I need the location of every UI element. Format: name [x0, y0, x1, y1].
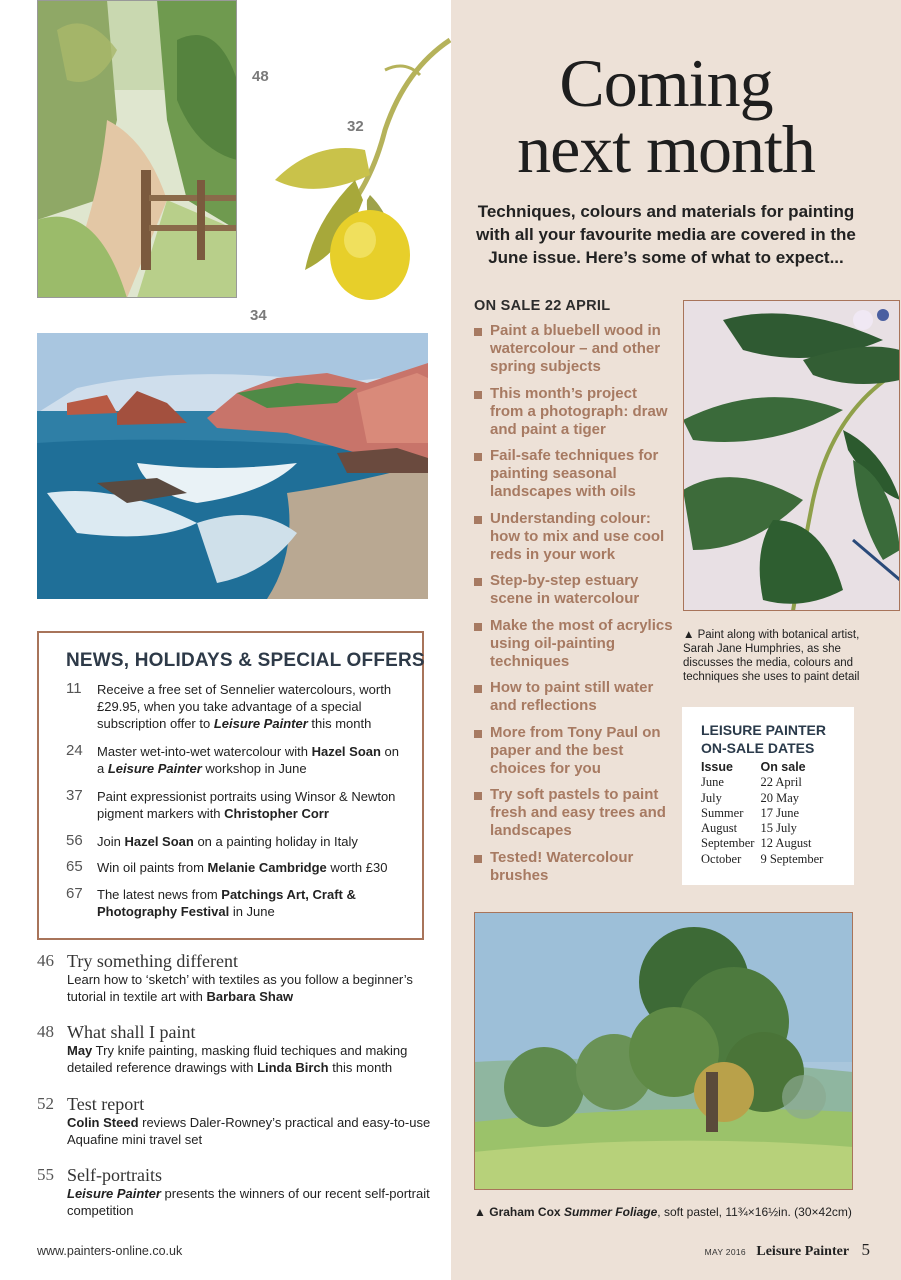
news-bold: Hazel Soan: [124, 834, 194, 849]
table-cell: 15 July: [760, 821, 797, 836]
list-item-text: This month’s project from a photograph: draw and paint a tiger: [490, 384, 668, 438]
news-text-end: on a painting holiday in Italy: [193, 834, 358, 849]
news-page-number: 65: [66, 858, 83, 875]
tree-caption: [474, 1205, 854, 1219]
coming-list: [474, 322, 674, 893]
news-bold: Patchings Art, Craft & Photography Festival: [97, 887, 356, 919]
news-item: [66, 788, 406, 822]
table-cell: 9 September: [760, 851, 824, 866]
list-item-text: Tested! Watercolour brushes: [490, 848, 634, 884]
news-bold: Christopher Corr: [224, 806, 329, 821]
list-item: [474, 679, 674, 715]
news-item: [66, 886, 406, 920]
table-cell: 22 April: [760, 775, 802, 790]
news-item: [66, 743, 406, 777]
feature-bold-lead: Colin Steed: [67, 1115, 139, 1130]
list-item: [474, 724, 674, 778]
footer-page-number: 5: [861, 1240, 870, 1259]
news-page-number: 11: [66, 680, 82, 697]
footer-date: MAY 2016: [704, 1247, 746, 1257]
news-text: Join: [97, 834, 125, 849]
list-item-text: How to paint still water and reflections: [490, 679, 654, 714]
news-text: The latest news from: [97, 887, 222, 902]
table-cell: October: [701, 851, 742, 866]
feature-title: Self-portraits: [67, 1165, 162, 1185]
feature-page-number: 55: [37, 1165, 54, 1184]
news-title: NEWS, HOLIDAYS & SPECIAL OFFERS: [66, 650, 425, 671]
table-row: [701, 852, 829, 867]
landscape-painting: [37, 0, 237, 298]
list-item-text: Try soft pastels to paint fresh and easy trees and landscapes: [490, 786, 666, 839]
table-cell: June: [701, 775, 724, 790]
news-text: Master wet-into-wet watercolour with: [97, 744, 312, 759]
bullet-square-icon: [474, 730, 482, 738]
botanical-painting: [683, 300, 900, 611]
bullet-square-icon: [474, 328, 482, 336]
news-text-end: workshop in June: [201, 761, 307, 776]
table-cell: 20 May: [760, 790, 800, 805]
seascape-painting: [37, 333, 428, 599]
list-item-text: Make the most of acrylics using oil-painting techniques: [490, 616, 673, 670]
table-cell: 12 August: [760, 836, 812, 851]
news-item: [66, 833, 406, 850]
bullet-square-icon: [474, 685, 482, 693]
news-bold: Melanie Cambridge: [207, 860, 327, 875]
feature-text: presents the winners of our recent self-portrait competition: [67, 1186, 430, 1218]
footer-brand: Leisure Painter: [756, 1244, 850, 1259]
tree-caption-artist: Graham Cox: [489, 1205, 561, 1219]
news-text: Paint expressionist portraits using Winsor & Newton pigment markers with: [97, 789, 396, 821]
botanical-caption-text: Paint along with botanical artist, Sarah Jane Humphries, as she discusses the media, colours and techniques she uses to paint detail: [683, 629, 860, 683]
news-text: Receive a free set of Sennelier watercolours, worth £29.95, when you take advantage of a special subscription offer to: [97, 682, 392, 731]
bullet-square-icon: [474, 516, 482, 524]
tree-painting: [474, 912, 853, 1190]
news-bold: Leisure Painter: [213, 716, 308, 731]
table-cell: Summer: [701, 805, 744, 820]
table-header: On sale: [760, 760, 806, 774]
feature-item: [37, 951, 437, 1005]
feature-item: [37, 1022, 437, 1076]
page-ref-seascape: 34: [250, 307, 267, 324]
headline-line-2: next month: [517, 111, 815, 187]
table-header-row: [701, 760, 829, 775]
tree-caption-title: Summer Foliage: [563, 1205, 658, 1219]
bullet-square-icon: [474, 855, 482, 863]
on-sale-dates-table: [701, 760, 829, 867]
feature-bold: Linda Birch: [257, 1060, 329, 1075]
news-text-end: this month: [307, 716, 372, 731]
table-header: Issue: [701, 760, 733, 774]
feature-text: reviews Daler-Rowney’s practical and easy-to-use Aquafine mini travel set: [67, 1115, 431, 1147]
bullet-square-icon: [474, 453, 482, 461]
news-page-number: 56: [66, 832, 83, 849]
lemon-painting: [255, 30, 455, 310]
bullet-square-icon: [474, 391, 482, 399]
list-item-text: Understanding colour: how to mix and use cool reds in your work: [490, 509, 665, 563]
feature-title: What shall I paint: [67, 1022, 196, 1042]
feature-text: Try knife painting, masking fluid techiques and making detailed reference drawings with: [67, 1043, 408, 1075]
table-row: [701, 775, 829, 790]
news-text-mid: on a: [97, 744, 400, 776]
list-item-text: Fail-safe techniques for painting seasonal landscapes with oils: [490, 447, 659, 500]
list-item: [474, 447, 674, 501]
feature-page-number: 52: [37, 1094, 54, 1113]
table-cell: August: [701, 821, 738, 836]
feature-title: Try something different: [67, 951, 238, 971]
bullet-square-icon: [474, 623, 482, 631]
caption-triangle-icon: ▲: [474, 1205, 486, 1219]
caption-triangle-icon: ▲: [683, 629, 695, 641]
feature-page-number: 48: [37, 1022, 54, 1041]
table-row: [701, 791, 829, 806]
table-row: [701, 821, 829, 836]
news-text-end: in June: [229, 904, 275, 919]
footer-folio: [700, 1240, 870, 1260]
news-item: [66, 859, 406, 876]
page-ref-landscape: 48: [252, 68, 269, 85]
news-bold: Hazel Soan: [311, 744, 381, 759]
bullet-square-icon: [474, 792, 482, 800]
feature-bold-lead: May: [67, 1043, 93, 1058]
on-sale-dates-title: LEISURE PAINTER ON-SALE DATES: [701, 722, 826, 756]
feature-bold-lead: Leisure Painter: [67, 1186, 161, 1201]
feature-item: [37, 1165, 437, 1219]
list-item-text: Paint a bluebell wood in watercolour – and other spring subjects: [490, 322, 661, 375]
list-item: [474, 617, 674, 671]
news-page-number: 37: [66, 787, 83, 804]
on-sale-label: ON SALE 22 APRIL: [474, 298, 611, 314]
footer-url[interactable]: www.painters-online.co.uk: [37, 1244, 183, 1258]
page-ref-lemon: 32: [347, 118, 364, 135]
tree-caption-details: , soft pastel, 11¾×16½in. (30×42cm): [657, 1205, 852, 1219]
list-item-text: Step-by-step estuary scene in watercolour: [490, 572, 640, 607]
news-page-number: 67: [66, 885, 83, 902]
feature-text: Learn how to ‘sketch’ with textiles as you follow a beginner’s tutorial in textile art with: [67, 972, 413, 1004]
list-item: [474, 786, 674, 840]
list-item: [474, 385, 674, 439]
list-item: [474, 322, 674, 376]
botanical-caption: [683, 628, 873, 684]
news-item: [66, 681, 406, 732]
table-cell: July: [701, 790, 722, 805]
feature-page-number: 46: [37, 951, 54, 970]
list-item: [474, 510, 674, 564]
news-bold: Leisure Painter: [107, 761, 202, 776]
table-row: [701, 806, 829, 821]
headline-line-1: Coming: [559, 45, 773, 121]
feature-bold: Barbara Shaw: [206, 989, 294, 1004]
news-text-end: worth £30: [326, 860, 388, 875]
news-page-number: 24: [66, 742, 83, 759]
feature-text-end: this month: [328, 1060, 393, 1075]
intro-text: Techniques, colours and materials for painting with all your favourite media are covered in the June issue. Here’s some of what to expect...: [476, 202, 856, 267]
news-text: Win oil paints from: [97, 860, 208, 875]
headline: [451, 45, 881, 187]
table-cell: 17 June: [760, 805, 800, 820]
list-item: [474, 849, 674, 885]
table-row: [701, 836, 829, 851]
bullet-square-icon: [474, 578, 482, 586]
feature-title: Test report: [67, 1094, 145, 1114]
list-item: [474, 572, 674, 608]
list-item-text: More from Tony Paul on paper and the best choices for you: [490, 723, 661, 777]
feature-item: [37, 1094, 437, 1148]
table-cell: September: [701, 836, 755, 851]
